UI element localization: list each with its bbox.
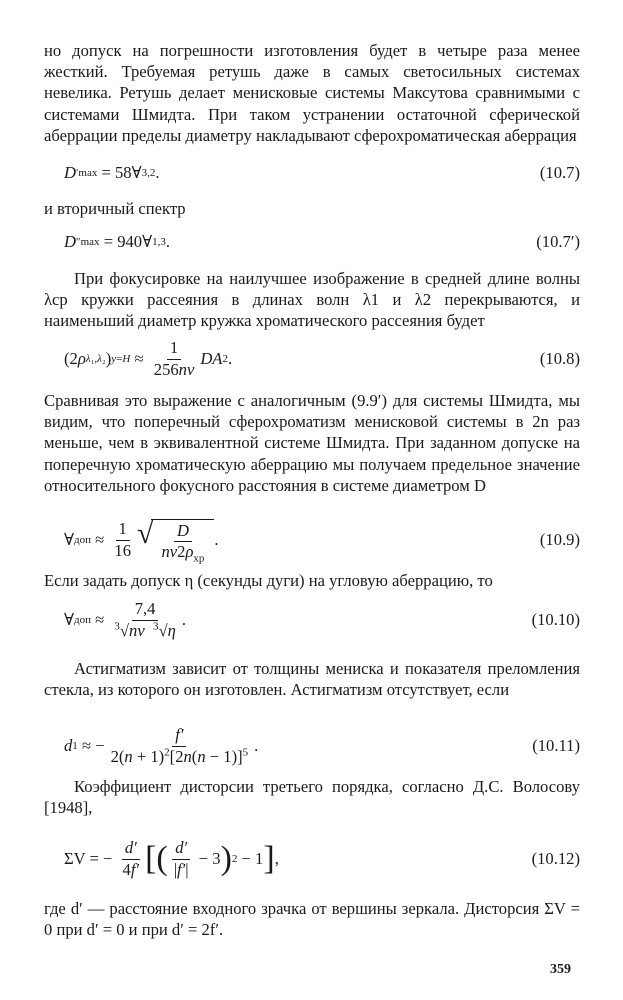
formula-10-12: ΣV = − $\frac{d'}{4f'}$ [ ( $\frac{d'}{|f'|}$ − 3 ) 2 − 1 ] ,: [64, 838, 279, 879]
formula-10-7prime-rhs: = 940∀: [103, 232, 153, 251]
page-number: 359: [550, 962, 571, 977]
paragraph-2: и вторичный спектр: [44, 199, 186, 218]
paragraph-7: Коэффициент дисторсии третьего порядка, согласно Д.С. Волосову [1948],: [44, 777, 580, 818]
formula-10-11: d 1 ≈ − $\frac{f'}{2(n + 1)^2[2n(n - 1)]^5}$ .: [64, 725, 259, 766]
equation-number-10-12: (10.12): [531, 849, 580, 868]
formula-10-7-lhs: D: [64, 163, 76, 182]
equation-number-10-11: (10.11): [532, 736, 580, 755]
equation-number-10-10: (10.10): [531, 610, 580, 629]
paragraph-1: но допуск на погрешности изготовления будет в четыре раза менее жесткий. Требуемая ретушь даже в самых светосильных системах невелика. Ретушь делает менисковые системы Максутова сравнимыми с системами Шмидта. При таком устранении остаточной сферической аберрации пределы диаметру накладывают сферохроматическая аберрация: [44, 41, 580, 145]
formula-10-7prime-tail: .: [165, 232, 171, 251]
paragraph-3: При фокусировке на наилучшее изображение в средней длине волны λср кружки рассеяния в длинах волн λ1 и λ2 перекрываются, и наименьший диаметр кружка хроматического рассеяния будет: [44, 269, 580, 331]
formula-10-7-rhs: = 58∀: [101, 163, 142, 182]
formula-10-7prime: D ″ max = 940∀ 1,3 .: [64, 232, 171, 251]
equation-10-10: [44, 598, 580, 642]
equation-10-12: [44, 836, 580, 882]
equation-10-7prime: [44, 225, 580, 259]
equation-number-10-7prime: (10.7′): [536, 232, 580, 251]
formula-10-8: (2 ρ λ₁,λ₂ ) y=H ≈ $\frac{1}{256n\nu}$ DA 2 .: [64, 338, 233, 379]
equation-number-10-8: (10.8): [539, 349, 580, 368]
equation-10-11: [44, 724, 580, 768]
formula-10-10: ∀ доп ≈ $\frac{7,4}{^3√n\nu ^3√\eta}$ .: [64, 599, 186, 640]
paragraph-6: Астигматизм зависит от толщины мениска и показателя преломления стекла, из которого он изготовлен. Астигматизм отсутствует, если: [44, 659, 580, 700]
paragraph-4: Сравнивая это выражение с аналогичным (9.9′) для системы Шмидта, мы видим, что поперечный сферохроматизм менисковой системы в 2n раз меньше, чем в эквивалентной системе Шмидта. При заданном допуске на поперечную хроматическую аберрацию мы получаем предельное значение относительного фокусного расстояния в системе диаметром D: [44, 391, 580, 495]
formula-10-7prime-lhs: D: [64, 232, 76, 251]
formula-10-10-numerator: 7,4: [132, 600, 159, 620]
formula-10-7-tail: .: [155, 163, 160, 182]
equation-10-9: [44, 516, 580, 564]
paragraph-5: Если задать допуск η (секунды дуги) на угловую аберрацию, то: [44, 571, 493, 590]
formula-10-7: D ′ max = 58∀ 3,2 .: [64, 163, 160, 182]
equation-10-7: [44, 156, 580, 190]
equation-number-10-7: (10.7): [539, 163, 580, 182]
equation-10-8: [44, 338, 580, 380]
paragraph-8: где d′ — расстояние входного зрачка от вершины зеркала. Дисторсия ΣV = 0 при d′ = 0 и при d′ = 2f′.: [44, 899, 580, 940]
formula-10-9: ∀ доп ≈ $\frac{1}{16}$ √ $\frac{D}{n\nu 2\rho_{хр}}$ .: [64, 516, 219, 565]
equation-number-10-9: (10.9): [539, 530, 580, 549]
